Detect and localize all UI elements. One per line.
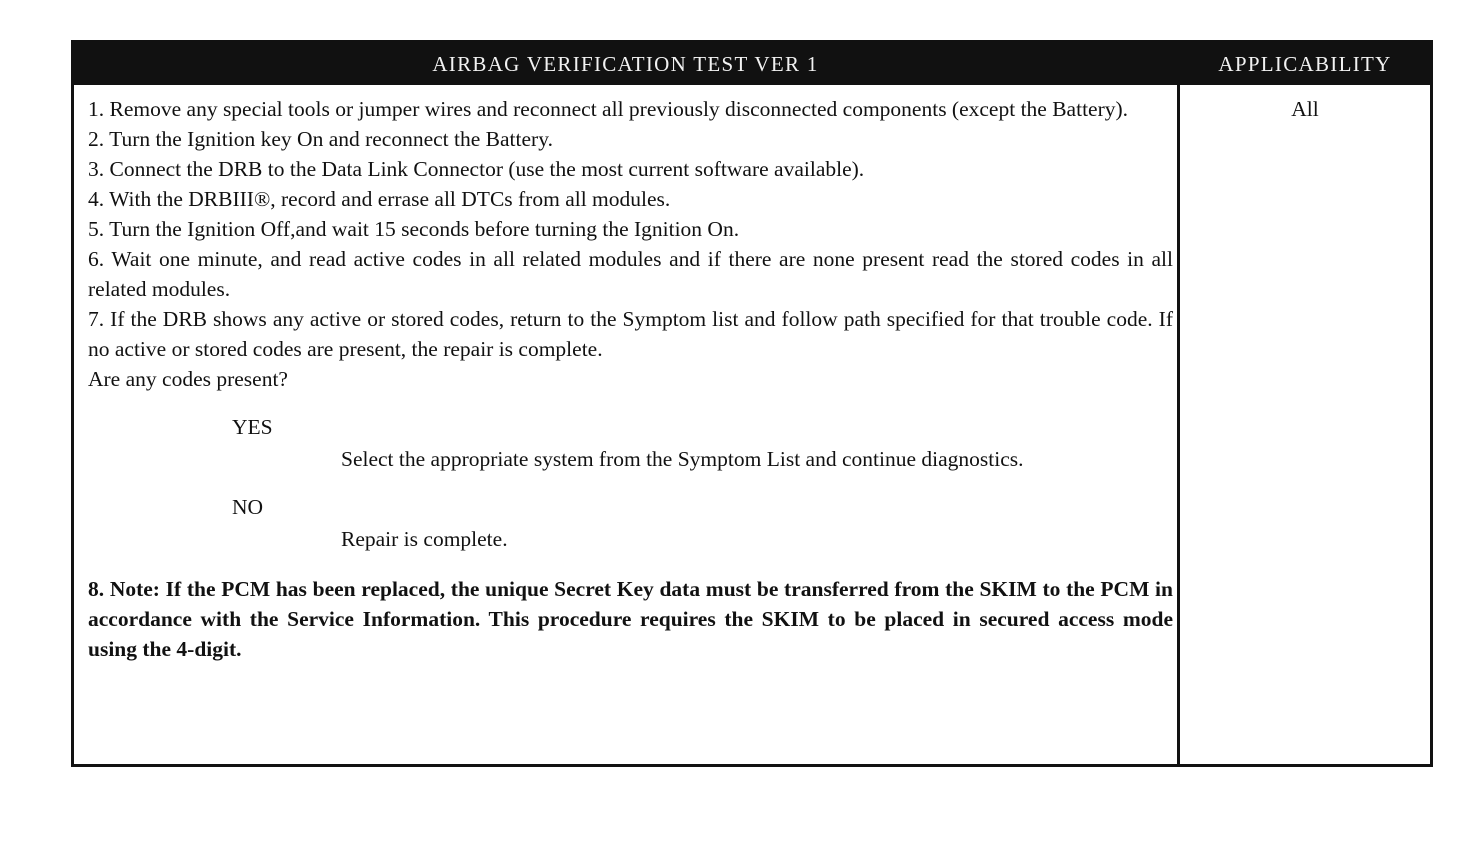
yes-action: Select the appropriate system from the Symptom List and continue diagnostics. bbox=[341, 447, 1024, 471]
step-2: 2. Turn the Ignition key On and reconnect the Battery. bbox=[88, 127, 553, 151]
test-procedure bbox=[88, 94, 1173, 664]
no-action: Repair is complete. bbox=[341, 527, 508, 551]
question: Are any codes present? bbox=[88, 367, 288, 391]
step-1: 1. Remove any special tools or jumper wires and reconnect all previously disconnected components (except the Battery). bbox=[88, 97, 1129, 121]
yes-label: YES bbox=[232, 415, 273, 439]
table-header bbox=[74, 43, 1430, 85]
test-title: AIRBAG VERIFICATION TEST VER 1 bbox=[432, 52, 819, 76]
step-3: 3. Connect the DRB to the Data Link Connector (use the most current software available). bbox=[88, 157, 865, 181]
step-4: 4. With the DRBIII®, record and errase all DTCs from all modules. bbox=[88, 187, 671, 211]
applicability-header: APPLICABILITY bbox=[1218, 52, 1392, 76]
column-divider bbox=[1177, 85, 1180, 764]
no-label: NO bbox=[232, 495, 264, 519]
step-8-note: 8. Note: If the PCM has been replaced, the unique Secret Key data must be transferred from the SKIM to the PCM in accordance with the Service Information. This procedure requires the SKIM to be placed in secured access mode using the 4-digit. bbox=[88, 577, 1173, 661]
applicability-value: All bbox=[1291, 97, 1319, 121]
step-5: 5. Turn the Ignition Off,and wait 15 seconds before turning the Ignition On. bbox=[88, 217, 740, 241]
step-6: 6. Wait one minute, and read active codes in all related modules and if there are none present read the stored codes in all related modules. bbox=[88, 247, 1173, 301]
verification-test-table bbox=[71, 40, 1433, 767]
step-7: 7. If the DRB shows any active or stored codes, return to the Symptom list and follow path specified for that trouble code. If no active or stored codes are present, the repair is complete. bbox=[88, 307, 1173, 361]
